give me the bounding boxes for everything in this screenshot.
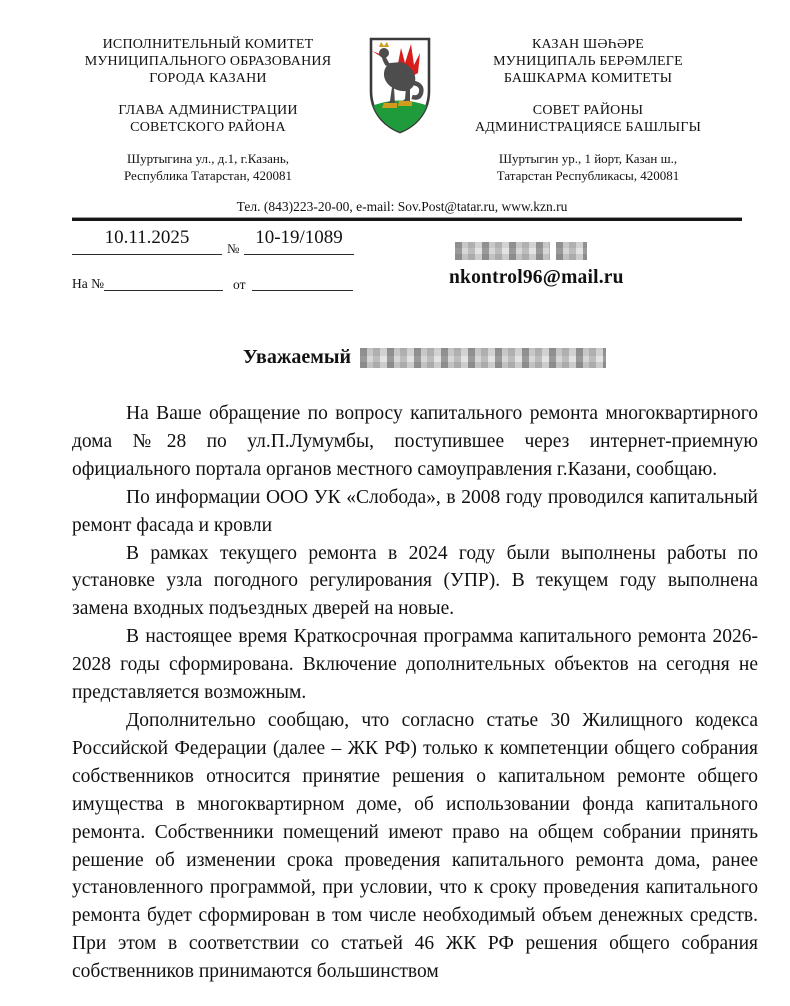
recipient-email: nkontrol96@mail.ru [449,267,624,288]
body-paragraph: На Ваше обращение по вопросу капитального ремонта многоквартирного дома №28 по ул.П.Лумумбы, поступившее через интернет-приемную официального портала органов местного самоуправления г.Казани, сообщаю. [72,403,758,480]
salutation-prefix: Уважаемый [243,346,351,368]
body-paragraph: В рамках текущего ремонта в 2024 году были выполнены работы по установке узла погодного регулирования (УПР). В текущем году выполнена замена входных подъездных дверей на новые. [72,542,758,620]
incoming-number-blank-line [104,290,223,291]
incoming-date-label: от [233,277,246,292]
address-line: Татарстан Республикасы, 420081 [496,167,680,183]
body-paragraph: По информации ООО УК «Слобода», в 2008 году проводился капитальный ремонт фасада и кровли [72,486,758,536]
org-name-line: КАЗАН ШӘҺӘРЕ [531,37,644,52]
outgoing-number: 10-19/1089 [255,227,343,248]
contact-line: Тел. (843)223-20-00, e-mail: Sov.Post@tatar.ru, www.kzn.ru [236,199,568,214]
dept-name-line: СОВЕТ РАЙОНЫ [532,103,644,118]
org-name-line: МУНИЦИПАЛЬ БЕРӘМЛЕГЕ [493,54,683,69]
body-paragraph: В настоящее время Краткосрочная программа капитального ремонта 2026-2028 годы сформирована. Включение дополнительных объектов на сегодня не представляется возможным. [72,626,758,704]
address-line: Шуртыгин ур., 1 йорт, Казан ш., [498,151,678,166]
kazan-coat-of-arms-icon [367,35,433,136]
dept-name-line: АДМИНИСТРАЦИЯСЕ БАШЛЫГЫ [474,120,702,135]
date-blank-line [72,254,222,255]
org-name-line: МУНИЦИПАЛЬНОГО ОБРАЗОВАНИЯ [84,54,332,69]
letterhead-divider [72,217,742,221]
outgoing-date: 10.11.2025 [104,227,190,248]
redaction-blur [455,242,550,260]
number-blank-line [244,254,354,255]
incoming-date-blank-line [252,290,353,291]
redaction-blur [360,348,606,368]
address-line: Республика Татарстан, 420081 [123,167,293,183]
number-sign-label: № [227,241,240,256]
letterhead-left [58,36,358,184]
redaction-blur [556,242,587,260]
address-line: Шуртыгина ул., д.1, г.Казань, [126,151,290,166]
incoming-number-label: На № [72,276,104,291]
salutation [243,346,606,369]
dept-name-line: СОВЕТСКОГО РАЙОНА [130,120,286,135]
letterhead-right [438,36,738,184]
org-name-line: ГОРОДА КАЗАНИ [149,71,267,86]
org-name-line: ИСПОЛНИТЕЛЬНЫЙ КОМИТЕТ [102,37,314,52]
body-paragraph: Дополнительно сообщаю, что согласно статье 30 Жилищного кодекса Российской Федерации (далее – ЖК РФ) только к компетенции общего собрания собственников относится принятие решения о капитальном ремонте общего имущества в многоквартирном доме, об использовании фонда капитального ремонта. Собственники помещений имеют право на общем собрании принять решение об изменении срока проведения капитального ремонта дома, ранее установленного программой, при условии, что к сроку проведения капитального ремонта будет сформирован в том числе необходимый объем денежных средств. При этом в соответствии со статьей 46 ЖК РФ решения общего собрания собственников принимаются большинством [72,709,758,983]
dept-name-line: ГЛАВА АДМИНИСТРАЦИИ [118,103,298,118]
org-name-line: БАШКАРМА КОМИТЕТЫ [503,71,673,86]
letter-body [72,400,758,986]
recipient-name-redacted [455,242,593,260]
